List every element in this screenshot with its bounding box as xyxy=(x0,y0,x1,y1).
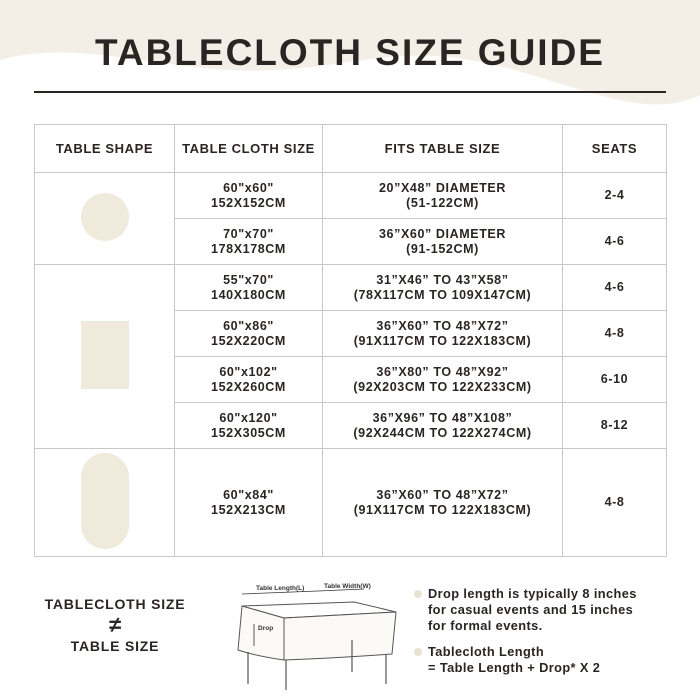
seats-cell: 8-12 xyxy=(563,403,667,449)
rectangle-table-shape xyxy=(81,321,129,389)
length-label: Table Length(L) xyxy=(256,585,305,592)
header-seats: SEATS xyxy=(563,125,667,173)
fits-size-cell: 36”X60” DIAMETER (91-152CM) xyxy=(323,219,563,265)
shape-cell-rectangle xyxy=(35,265,175,449)
oval-table-shape xyxy=(81,453,129,549)
size-disclaimer xyxy=(30,596,200,654)
seats-cell: 4-6 xyxy=(563,219,667,265)
tablecloth-size-cell: 60"x86" 152X220CM xyxy=(175,311,323,357)
tablecloth-size-cell: 60"x102" 152X260CM xyxy=(175,357,323,403)
tablecloth-size-cell: 60"x120" 152X305CM xyxy=(175,403,323,449)
seats-cell: 6-10 xyxy=(563,357,667,403)
fits-size-cell: 36”X96” TO 48”X108” (92X244CM TO 122X274CM) xyxy=(323,403,563,449)
seats-cell: 4-8 xyxy=(563,449,667,557)
fits-size-cell: 36”X80” TO 48”X92” (92X203CM TO 122X233CM) xyxy=(323,357,563,403)
header-tablecloth-size: TABLE CLOTH SIZE xyxy=(175,125,323,173)
drop-label: Drop xyxy=(258,625,274,632)
fits-size-cell: 36”X60” TO 48”X72” (91X117CM TO 122X183CM) xyxy=(323,311,563,357)
tablecloth-size-cell: 60"x60" 152X152CM xyxy=(175,173,323,219)
table-row xyxy=(35,265,667,311)
table-header-row xyxy=(35,125,667,173)
width-label: Table Width(W) xyxy=(324,583,371,590)
list-item: Drop length is typically 8 inches for casual events and 15 inches for formal events. xyxy=(412,586,672,634)
table-row xyxy=(35,449,667,557)
tablecloth-size-cell: 60"x84" 152X213CM xyxy=(175,449,323,557)
shape-cell-round xyxy=(35,173,175,265)
header-table-shape: TABLE SHAPE xyxy=(35,125,175,173)
fits-size-cell: 36”X60” TO 48”X72” (91X117CM TO 122X183CM) xyxy=(323,449,563,557)
list-item: Tablecloth Length = Table Length + Drop* X 2 xyxy=(412,644,672,676)
notes-list xyxy=(412,586,672,686)
fits-size-cell: 31”X46” TO 43”X58” (78X117CM TO 109X147CM) xyxy=(323,265,563,311)
header-fits-table-size: FITS TABLE SIZE xyxy=(323,125,563,173)
seats-cell: 4-8 xyxy=(563,311,667,357)
fits-size-cell: 20”X48” DIAMETER (51-122CM) xyxy=(323,173,563,219)
table-diagram xyxy=(226,580,404,692)
round-table-shape xyxy=(81,193,129,241)
seats-cell: 4-6 xyxy=(563,265,667,311)
table-size-label: TABLE SIZE xyxy=(70,638,160,654)
tablecloth-size-cell: 55"x70" 140X180CM xyxy=(175,265,323,311)
size-guide-table xyxy=(34,124,667,557)
bullet-icon xyxy=(414,590,422,598)
not-equal-icon: ≠ xyxy=(108,612,122,637)
tablecloth-size-label: TABLECLOTH SIZE xyxy=(44,596,186,612)
page-title: TABLECLOTH SIZE GUIDE xyxy=(95,32,605,73)
bullet-icon xyxy=(414,648,422,656)
shape-cell-oval xyxy=(35,449,175,557)
tablecloth-size-cell: 70"x70" 178X178CM xyxy=(175,219,323,265)
seats-cell: 2-4 xyxy=(563,173,667,219)
title-divider xyxy=(34,91,666,93)
table-row xyxy=(35,173,667,219)
